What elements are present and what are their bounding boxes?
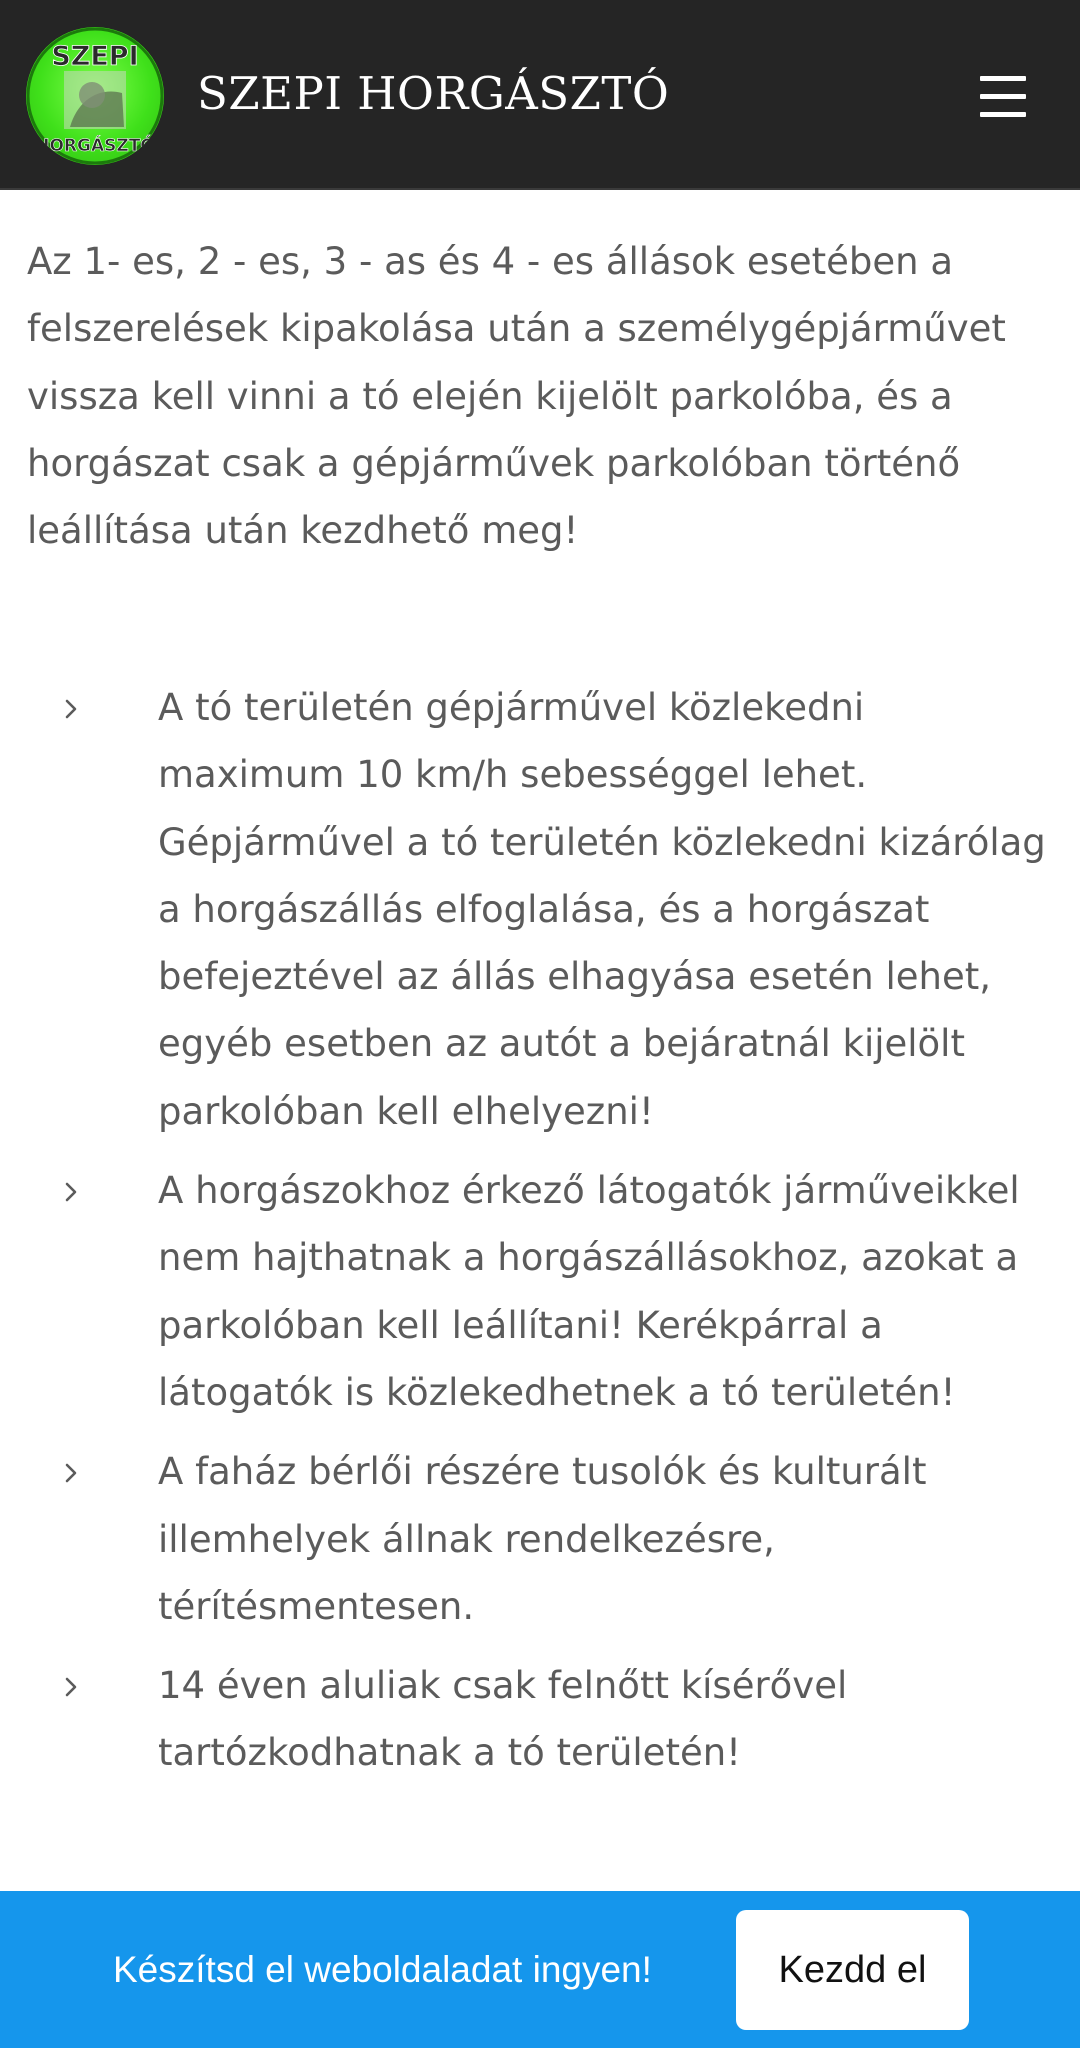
rule-text: 14 éven aluliak csak felnőtt kísérővel tartózkodhatnak a tó területén!	[158, 1664, 848, 1775]
chevron-right-icon	[60, 1676, 82, 1698]
intro-paragraph: Az 1- es, 2 - es, 3 - as és 4 - es állások esetében a felszerelések kipakolása után a személygépjárművet vissza kell vinni a tó elején kijelölt parkolóba, és a horgászat csak a gépjárművek parkolóban történő leállítása után kezdhető meg!	[27, 240, 1006, 553]
list-item	[27, 1438, 1057, 1640]
rule-text: A faház bérlői részére tusolók és kulturált illemhelyek állnak rendelkezésre, térítésmentesen.	[158, 1450, 927, 1628]
list-item	[27, 1652, 1057, 1787]
promo-banner	[0, 1891, 1080, 2048]
logo-image	[26, 27, 164, 165]
list-item	[27, 1157, 1057, 1426]
chevron-right-icon	[60, 1462, 82, 1484]
rule-text: A tó területén gépjárművel közlekedni maximum 10 km/h sebességgel lehet. Gépjárművel a tó területén közlekedni kizárólag a horgászállás elfoglalása, és a horgászat befejeztével az állás elhagyása esetén lehet, egyéb esetben az autót a bejáratnál kijelölt parkolóban kell elhelyezni!	[158, 686, 1046, 1133]
menu-bar	[980, 112, 1026, 117]
site-title[interactable]: SZEPI HORGÁSZTÓ	[197, 67, 670, 120]
chevron-right-icon	[60, 698, 82, 720]
rules-list	[27, 674, 1057, 1799]
site-logo[interactable]	[26, 27, 164, 165]
main-content	[27, 228, 1047, 1775]
hamburger-menu-icon[interactable]	[972, 68, 1028, 124]
list-item	[27, 674, 1057, 1145]
promo-text: Készítsd el weboldaladat ingyen!	[113, 1949, 652, 1990]
start-button[interactable]: Kezdd el	[736, 1910, 969, 2030]
logo-text-bottom: HORGÁSZTÓ	[35, 136, 155, 156]
site-header	[0, 0, 1080, 190]
rule-text: A horgászokhoz érkező látogatók járműveikkel nem hajthatnak a horgászállásokhoz, azokat a parkolóban kell leállítani! Kerékpárral a látogatók is közlekedhetnek a tó területén!	[158, 1169, 1020, 1414]
menu-bar	[980, 94, 1026, 99]
chevron-right-icon	[60, 1181, 82, 1203]
menu-bar	[980, 76, 1026, 81]
logo-text-top: SZEPI	[51, 41, 139, 72]
